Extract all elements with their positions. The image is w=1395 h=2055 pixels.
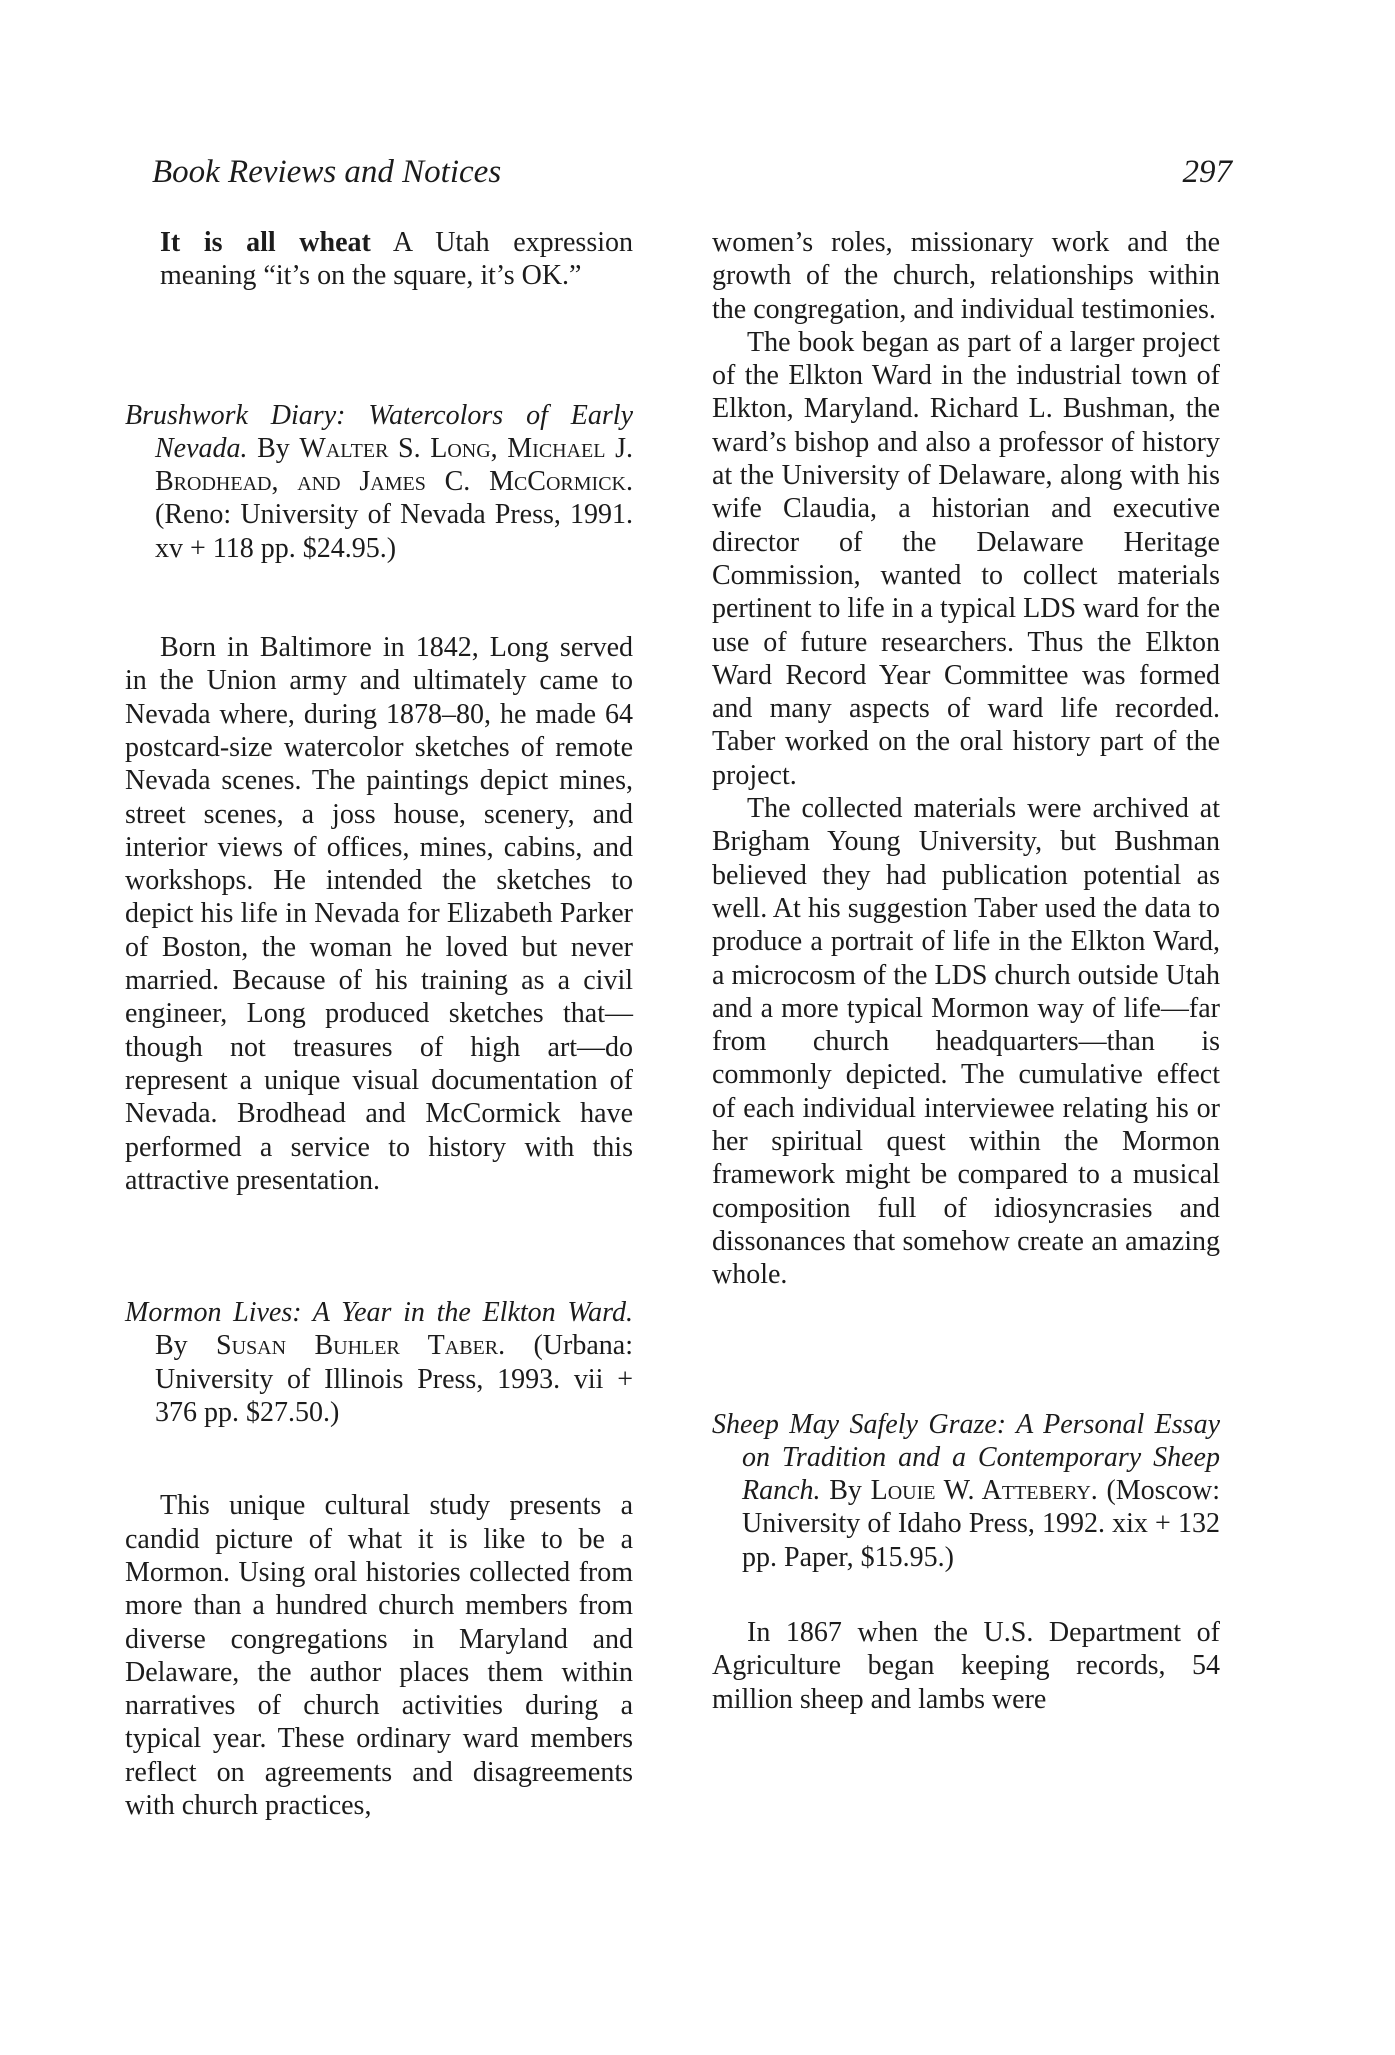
book-authors: Susan Buhler Taber.: [216, 1330, 506, 1362]
book-title: Mormon Lives: A Year in the Elkton Ward.: [125, 1297, 633, 1329]
book-authors: Walter S. Long, Michael J. Brodhead, and James C. McCormick.: [155, 432, 633, 498]
right-column: [712, 226, 1220, 1716]
by-text: By: [247, 432, 300, 464]
review-body-mormon-lives: This unique cultural study presents a candid picture of what it is like to be a Mormon. Using oral histories collected from more than a hundred church members from diverse congregations in Maryland and Delaware, the author places them within narratives of church activities during a typical year. These ordinary ward members reflect on agreements and disagreements with church practices,: [125, 1490, 633, 1821]
running-head: [152, 150, 1232, 194]
publication-info: (Urbana: University of Illinois Press, 1993. vii + 376 pp. $27.50.): [155, 1330, 633, 1429]
review-citation-brushwork: [125, 399, 633, 565]
review-body-sheep: In 1867 when the U.S. Department of Agriculture began keeping records, 54 million sheep and lambs were: [712, 1616, 1220, 1715]
review-body-brushwork: Born in Baltimore in 1842, Long served in the Union army and ultimately came to Nevada where, during 1878–80, he made 64 postcard-size watercolor sketches of remote Nevada scenes. The paintings depict mines, street scenes, a joss house, scenery, and interior views of offices, mines, cabins, and workshops. He intended the sketches to depict his life in Nevada for Elizabeth Parker of Boston, the woman he loved but never married. Because of his training as a civil engineer, Long produced sketches that—though not treasures of high art—do represent a unique visual documentation of Nevada. Brodhead and McCormick have performed a service to history with this attractive presentation.: [125, 632, 633, 1196]
by-text: By: [155, 1330, 217, 1362]
book-authors: Louie W. Attebery.: [870, 1475, 1098, 1507]
section-title: Book Reviews and Notices: [152, 154, 502, 190]
book-title: Sheep May Safely Graze: A Personal Essay on Tradition and a Contemporary Sheep Ranch.: [712, 1408, 1220, 1507]
publication-info: (Moscow: University of Idaho Press, 1992. xix + 132 pp. Paper, $15.95.): [742, 1475, 1221, 1573]
review-body-continuation: women’s roles, missionary work and the growth of the church, relationships within the congregation, and individual testimonies.: [712, 227, 1220, 325]
section-spacer: [712, 1292, 1220, 1408]
by-text: By: [820, 1475, 871, 1507]
glossary-entry: [125, 226, 633, 293]
page-number: 297: [1182, 154, 1232, 190]
publication-info: (Reno: University of Nevada Press, 1991. xv + 118 pp. $24.95.): [155, 499, 633, 564]
review-paragraph: The book began as part of a larger project of the Elkton Ward in the industrial town of Elkton, Maryland. Richard L. Bushman, the ward’s bishop and also a professor of history at the University of Delaware, along with his wife Claudia, a historian and executive director of the Delaware Heritage Commission, wanted to collect materials pertinent to life in a typical LDS ward for the use of future researchers. Thus the Elkton Ward Record Year Committee was formed and many aspects of ward life recorded. Taber worked on the oral history part of the project.: [712, 326, 1220, 791]
review-citation-sheep: [712, 1408, 1220, 1574]
glossary-definition: A Utah expression meaning “it’s on the square, it’s OK.”: [160, 227, 633, 292]
book-title: Brushwork Diary: Watercolors of Early Nevada.: [125, 399, 633, 464]
review-citation-mormon-lives: [125, 1296, 633, 1429]
section-spacer: [125, 1197, 633, 1296]
glossary-term: It is all wheat: [160, 227, 371, 258]
review-paragraph: The collected materials were archived at Brigham Young University, but Bushman believed they had publication potential as well. At his suggestion Taber used the data to produce a portrait of life in the Elkton Ward, a microcosm of the LDS church outside Utah and a more typical Mormon way of life—far from church headquarters—than is commonly depicted. The cumulative effect of each individual interviewee relating his or her spiritual quest within the Mormon framework might be compared to a musical composition full of idiosyncrasies and dissonances that somehow create an amazing whole.: [712, 793, 1220, 1291]
left-column: [125, 226, 633, 1822]
